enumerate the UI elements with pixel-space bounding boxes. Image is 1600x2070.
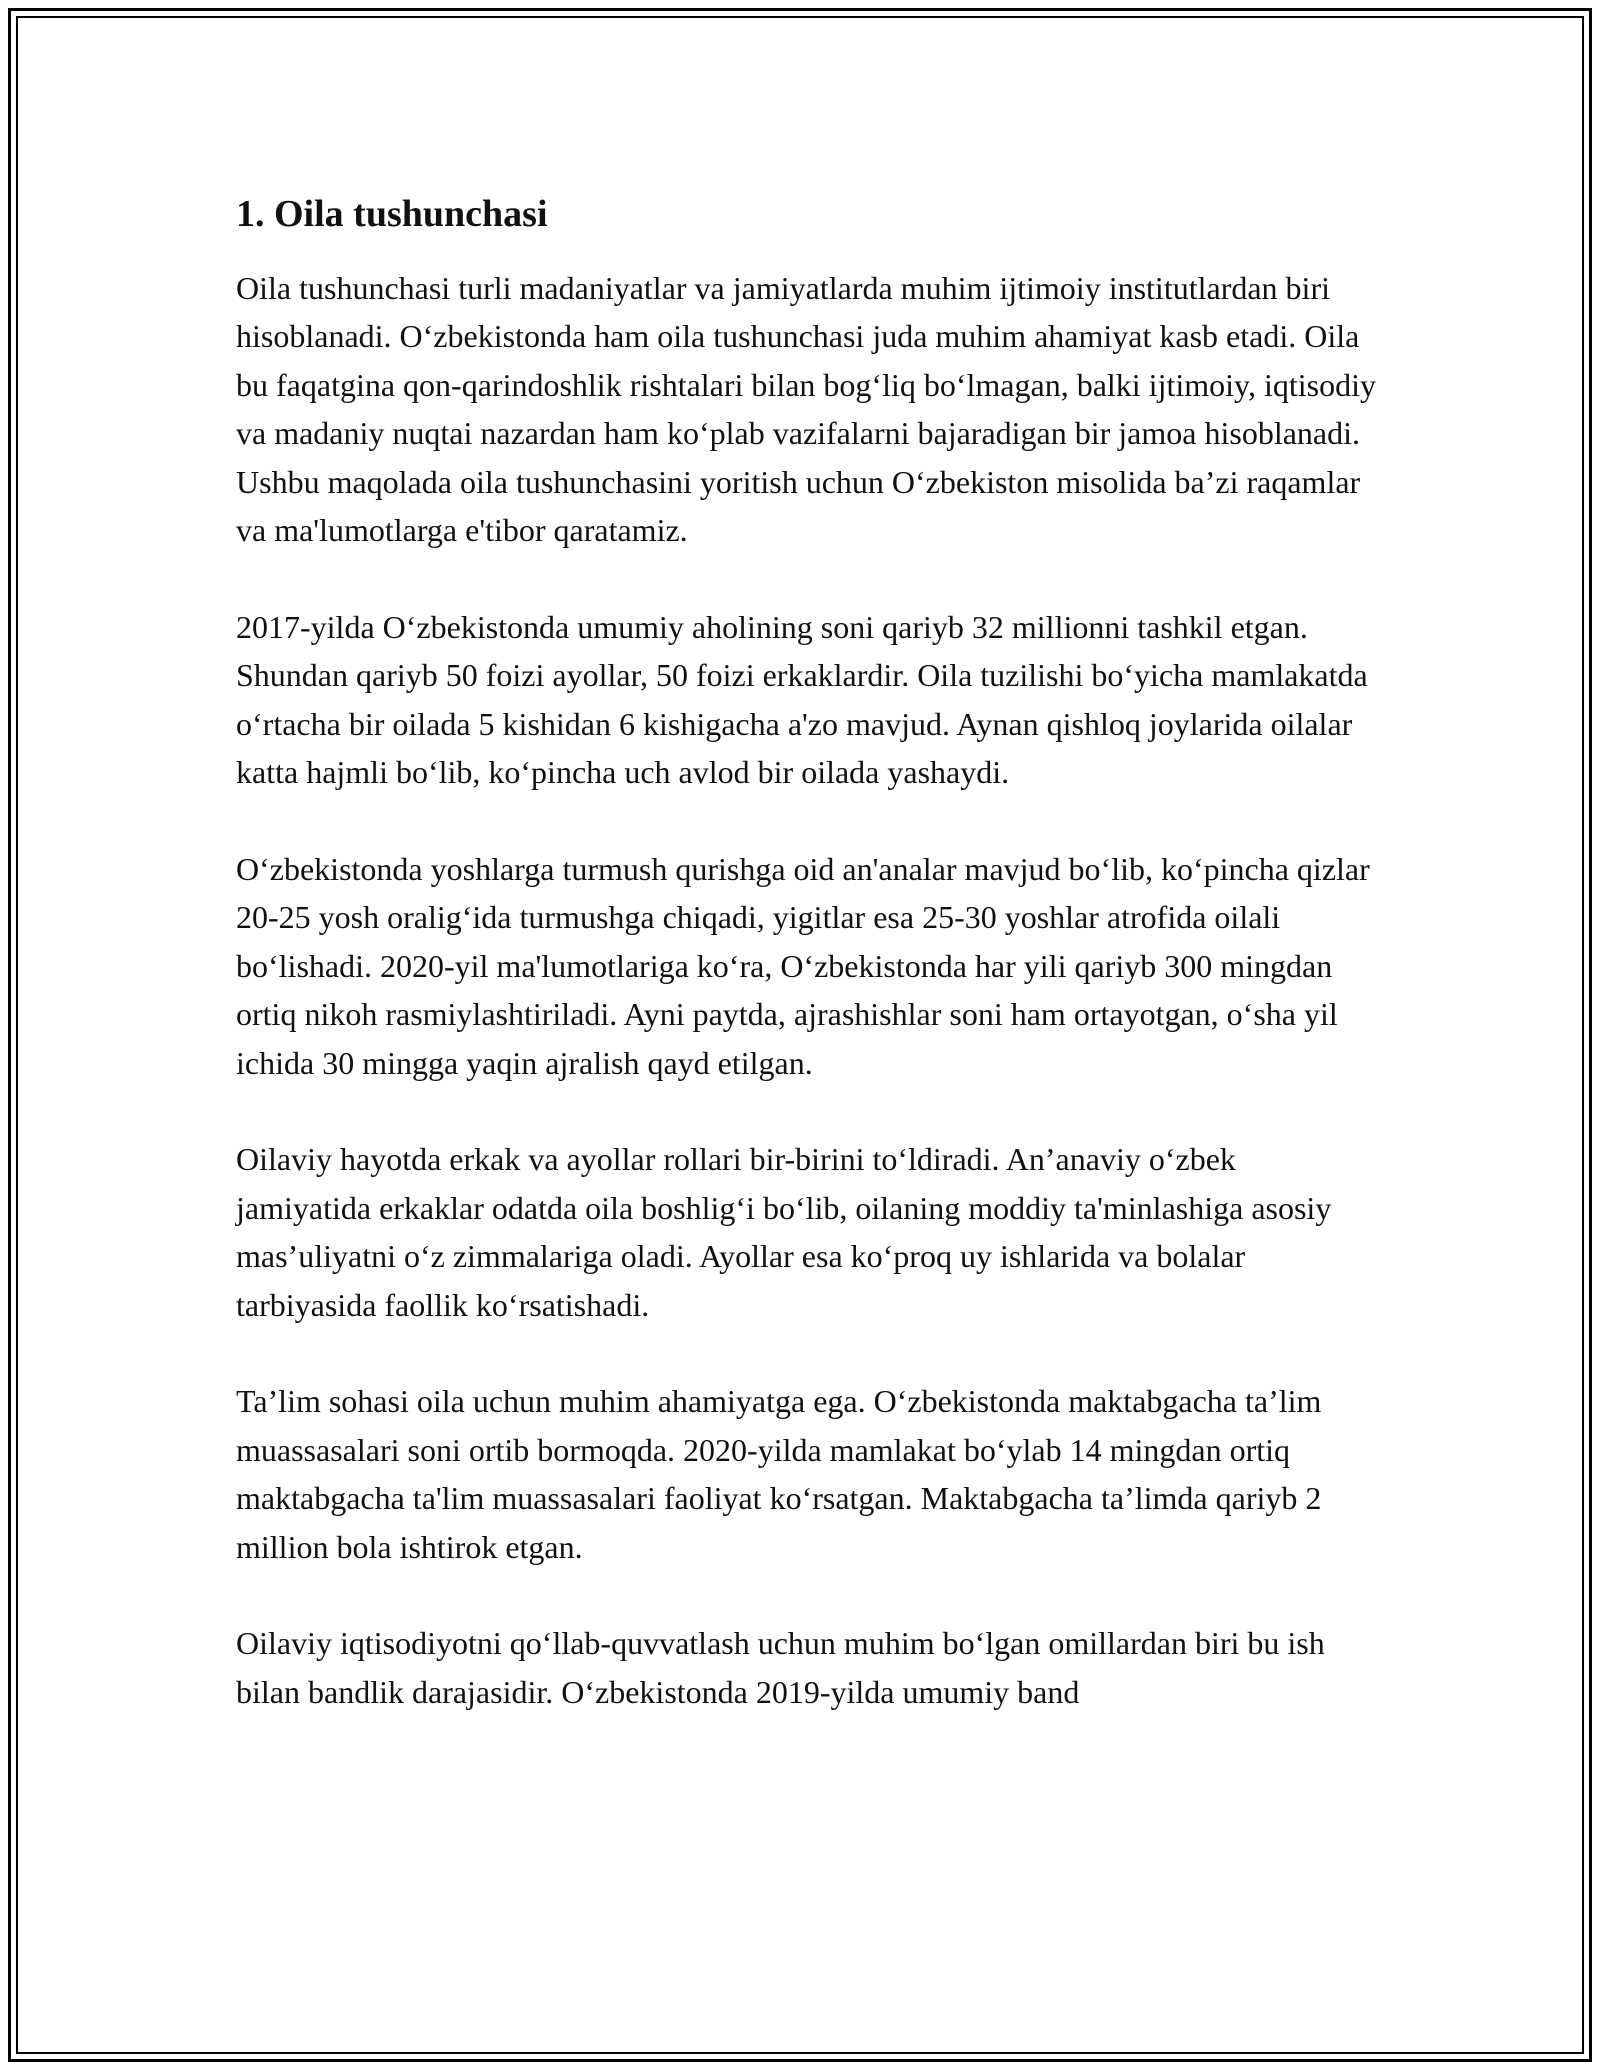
section-heading: 1. Oila tushunchasi bbox=[236, 193, 548, 235]
paragraph-economy: Oilaviy iqtisodiyotni qo‘llab-quvvatlash uchun muhim bo‘lgan omillardan biri bu ish bilan bandlik darajasidir. O‘zbekistonda 2019-yilda umumiy band bbox=[236, 1625, 1325, 1710]
paragraph-roles: Oilaviy hayotda erkak va ayollar rollari bir-birini to‘ldiradi. An’anaviy o‘zbek jamiyatida erkaklar odatda oila boshlig‘i bo‘lib, oilaning moddiy ta'minlashiga asosiy mas’uliyatni o‘z zimmalariga oladi. Ayollar esa ko‘proq uy ishlarida va bolalar tarbiyasida faollik ko‘rsatishadi. bbox=[236, 1141, 1332, 1323]
paragraph-education: Ta’lim sohasi oila uchun muhim ahamiyatga ega. O‘zbekistonda maktabgacha ta’lim muassasalari soni ortib bormoqda. 2020-yilda mamlakat bo‘ylab 14 mingdan ortiq maktabgacha ta'lim muassasalari faoliyat ko‘rsatgan. Maktabgacha ta’limda qariyb 2 million bola ishtirok etgan. bbox=[236, 1383, 1322, 1565]
paragraph-marriage: O‘zbekistonda yoshlarga turmush qurishga oid an'analar mavjud bo‘lib, ko‘pincha qizlar 20-25 yosh oralig‘ida turmushga chiqadi, yigitlar esa 25-30 yoshlar atrofida oilali bo‘lishadi. 2020-yil ma'lumotlariga ko‘ra, O‘zbekistonda har yili qariyb 300 mingdan ortiq nikoh rasmiylashtiriladi. Ayni paytda, ajrashishlar soni ham ortayotgan, o‘sha yil ichida 30 mingga yaqin ajralish qayd etilgan. bbox=[236, 850, 1370, 1081]
document-body bbox=[236, 180, 1376, 1764]
paragraph-intro: Oila tushunchasi turli madaniyatlar va jamiyatlarda muhim ijtimoiy institutlardan biri hisoblanadi. O‘zbekistonda ham oila tushunchasi juda muhim ahamiyat kasb etadi. Oila bu faqatgina qon-qarindoshlik rishtalari bilan bog‘liq bo‘lmagan, balki ijtimoiy, iqtisodiy va madaniy nuqtai nazardan ham ko‘plab vazifalarni bajaradigan bir jamoa hisoblanadi. Ushbu maqolada oila tushunchasini yoritish uchun O‘zbekiston misolida ba’zi raqamlar va ma'lumotlarga e'tibor qaratamiz. bbox=[236, 269, 1376, 549]
paragraph-population: 2017-yilda O‘zbekistonda umumiy aholining soni qariyb 32 millionni tashkil etgan. Shundan qariyb 50 foizi ayollar, 50 foizi erkaklardir. Oila tuzilishi bo‘yicha mamlakatda o‘rtacha bir oilada 5 kishidan 6 kishigacha a'zo mavjud. Aynan qishloq joylarida oilalar katta hajmli bo‘lib, ko‘pincha uch avlod bir oilada yashaydi. bbox=[236, 608, 1368, 791]
